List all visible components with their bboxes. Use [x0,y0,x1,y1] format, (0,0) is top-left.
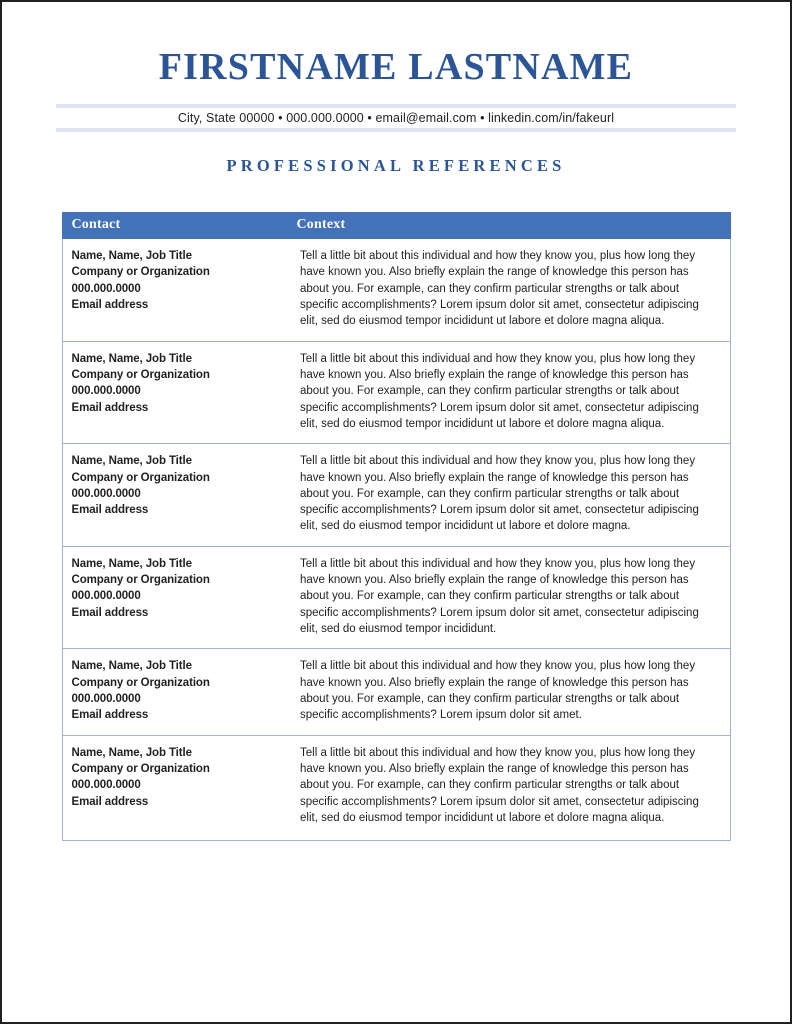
references-table [62,212,731,842]
context-cell: Tell a little bit about this individual and how they know you, plus how long they have known you. Also briefly explain the range of knowledge this person has about you. For example, can they confirm particular strengths or talk about specific accomplishments? Lorem ipsum dolor sit amet, consectetur adipiscing elit, sed do eiusmod tempor incididunt ut labore et dolore magna. [287,444,730,547]
contact-name: Name, Name, Job Title [71,249,192,262]
contact-name: Name, Name, Job Title [71,352,192,365]
contact-cell [62,444,287,547]
contact-name: Name, Name, Job Title [71,746,192,759]
contact-phone: 000.000.0000 [71,779,141,792]
contact-email: Email address [71,709,149,722]
column-header-context: Context [287,212,730,238]
contact-cell [62,735,287,841]
contact-company: Company or Organization [71,471,210,484]
table-row [62,735,730,841]
contact-email: Email address [71,401,149,414]
table-body [62,238,730,841]
contact-name: Name, Name, Job Title [71,557,192,570]
contact-phone: 000.000.0000 [71,693,141,706]
table-row [62,649,730,735]
contact-company: Company or Organization [71,368,210,381]
contact-name: Name, Name, Job Title [71,660,192,673]
contact-cell [62,341,287,444]
table-header-row [62,212,730,238]
table-row [62,238,730,341]
contact-phone: 000.000.0000 [71,282,141,295]
contact-company: Company or Organization [71,574,210,587]
contact-cell [62,546,287,649]
column-header-contact: Contact [62,212,287,238]
contact-company: Company or Organization [71,763,210,776]
table-head [62,212,730,238]
contact-phone: 000.000.0000 [71,487,141,500]
contact-phone: 000.000.0000 [71,385,141,398]
context-cell: Tell a little bit about this individual and how they know you, plus how long they have known you. Also briefly explain the range of knowledge this person has about you. For example, can they confirm particular strengths or talk about specific accomplishments? Lorem ipsum dolor sit amet. [287,649,730,735]
section-heading: PROFESSIONAL REFERENCES [226,155,566,175]
table-row [62,546,730,649]
table-row [62,444,730,547]
contact-company: Company or Organization [71,266,210,279]
contact-company: Company or Organization [71,676,210,689]
context-cell: Tell a little bit about this individual and how they know you, plus how long they have known you. Also briefly explain the range of knowledge this person has about you. For example, can they confirm particular strengths or talk about specific accomplishments? Lorem ipsum dolor sit amet, consectetur adipiscing elit, sed do eiusmod tempor incididunt. [287,546,730,649]
page-title: FIRSTNAME LASTNAME [158,46,634,88]
page-content [2,2,790,1022]
table-row [62,341,730,444]
context-cell: Tell a little bit about this individual and how they know you, plus how long they have known you. Also briefly explain the range of knowledge this person has about you. For example, can they confirm particular strengths or talk about specific accomplishments? Lorem ipsum dolor sit amet, consectetur adipiscing elit, sed do eiusmod tempor incididunt ut labore et dolore magna aliqua. [287,238,730,341]
contact-cell [62,649,287,735]
contact-email: Email address [71,795,149,808]
contact-cell [62,238,287,341]
contact-info-line: City, State 00000 • 000.000.0000 • email@email.com • linkedin.com/in/fakeurl [177,110,615,125]
contact-email: Email address [71,298,149,311]
contact-name: Name, Name, Job Title [71,455,192,468]
references-table-wrapper [62,212,731,842]
contact-email: Email address [71,606,149,619]
context-cell: Tell a little bit about this individual and how they know you, plus how long they have known you. Also briefly explain the range of knowledge this person has about you. For example, can they confirm particular strengths or talk about specific accomplishments? Lorem ipsum dolor sit amet, consectetur adipiscing elit, sed do eiusmod tempor incididunt ut labore et dolore magna aliqua. [287,341,730,444]
contact-email: Email address [71,504,149,517]
context-cell: Tell a little bit about this individual and how they know you, plus how long they have known you. Also briefly explain the range of knowledge this person has about you. For example, can they confirm particular strengths or talk about specific accomplishments? Lorem ipsum dolor sit amet, consectetur adipiscing elit, sed do eiusmod tempor incididunt ut labore et dolore magna aliqua. [287,735,730,841]
contact-phone: 000.000.0000 [71,590,141,603]
